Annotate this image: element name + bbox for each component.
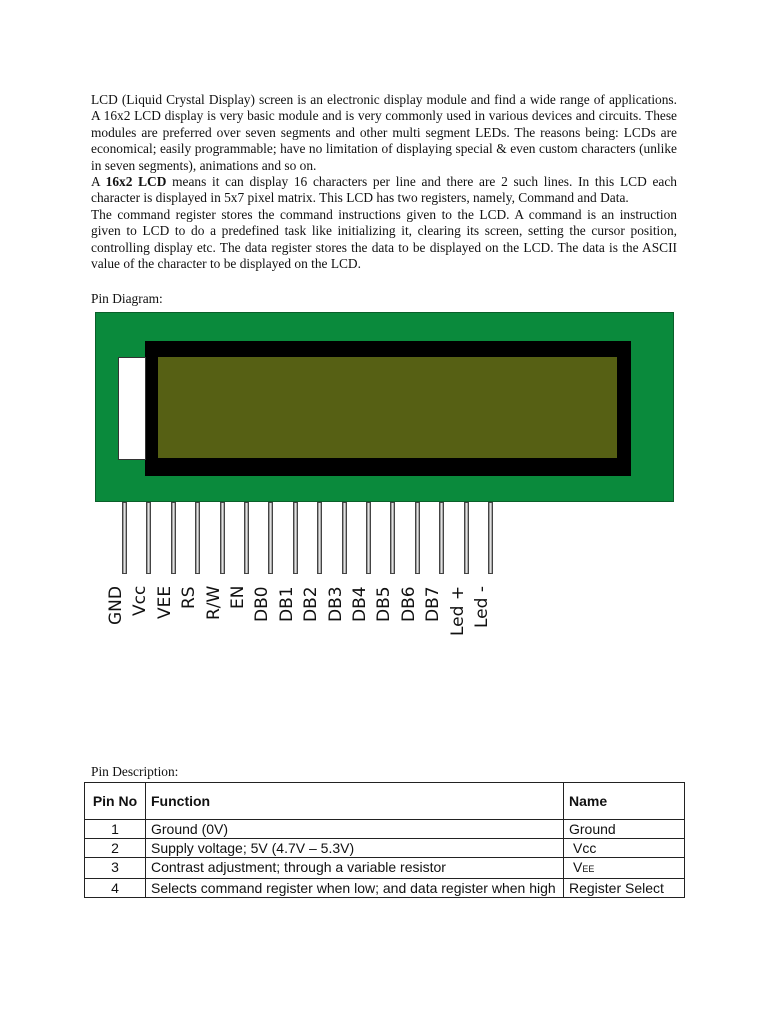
intro-paragraph-2: [91, 174, 677, 207]
header-name: Name: [564, 783, 685, 820]
pin-label-text: RS: [179, 586, 200, 609]
table-row: [85, 858, 685, 879]
intro-paragraph-2-prefix: A: [91, 174, 106, 190]
pin-label: [325, 586, 352, 636]
cell-name-subscript: EE: [582, 864, 595, 874]
header-pin-no: Pin No: [85, 783, 146, 820]
pin-label-text: DB2: [301, 586, 322, 622]
pin-wire: [390, 502, 395, 574]
pin-label: [376, 586, 400, 636]
lcd-screen: [158, 357, 617, 458]
pin-label-text: DB4: [350, 586, 370, 622]
cell-name: Vcc: [564, 839, 685, 858]
pin-description-label: Pin Description:: [91, 764, 179, 779]
pin-label: [425, 586, 449, 636]
cell-function: Contrast adjustment; through a variable resistor: [146, 858, 564, 879]
pin-label-text: DB3: [325, 586, 346, 622]
intro-paragraph-1: LCD (Liquid Crystal Display) screen is an electronic display module and find a wide range of applications. A 16x2 LCD display is very basic module and is very commonly used in various devices and circuits. These modules are preferred over seven segments and other multi segment LEDs. The reasons being: LCDs are economical; easily programmable; have no limitation of displaying special & even custom characters (unlike in seven segments), animations and so on.: [91, 92, 677, 173]
pin-label: [132, 586, 156, 636]
pin-label: [447, 585, 474, 636]
table-row: [85, 820, 685, 839]
pin-label: [352, 586, 376, 636]
pin-label-text: Led -: [472, 586, 492, 628]
pin-wire: [195, 502, 200, 574]
pin-label-text: DB1: [276, 586, 297, 622]
cell-function: Supply voltage; 5V (4.7V – 5.3V): [146, 839, 564, 858]
pin-wire: [146, 502, 151, 574]
pin-wire: [439, 502, 444, 574]
pin-label-text: DB7: [423, 586, 444, 622]
cell-pin-no: 2: [85, 839, 146, 858]
pin-label-text: EN: [228, 585, 248, 609]
pin-label-text: Led +: [447, 585, 468, 636]
pin-wire: [220, 502, 225, 574]
intro-paragraph-3: The command register stores the command instructions given to the LCD. A command is an instruction given to LCD to do a predefined task like initializing it, clearing its screen, setting the cursor position, controlling display etc. The data register stores the data to be displayed on the LCD. The data is the ASCII value of the character to be displayed on the LCD.: [91, 206, 677, 272]
cell-pin-no: 4: [85, 879, 146, 898]
intro-paragraph-2-bold: 16x2 LCD: [105, 174, 167, 190]
pin-label-text: DB5: [374, 586, 395, 622]
pin-wire: [488, 502, 493, 574]
cell-function: Ground (0V): [146, 820, 564, 839]
cell-name: Register Select: [564, 879, 685, 898]
pin-label: [474, 586, 498, 636]
pin-label-text: GND: [106, 586, 126, 625]
pin-label: [398, 586, 425, 636]
pin-label: [254, 586, 278, 636]
pin-wire: [342, 502, 347, 574]
pin-wire: [244, 502, 249, 574]
pin-label: [181, 586, 205, 636]
lcd-connector: [118, 357, 146, 460]
pin-label-text: DB0: [252, 586, 273, 622]
pin-wire: [415, 502, 420, 574]
cell-name: [564, 858, 685, 879]
pin-label: [108, 586, 132, 636]
pin-wire: [171, 502, 176, 574]
table-row: [85, 879, 685, 898]
pin-label: [303, 586, 327, 636]
pin-label-text: R/W: [203, 585, 224, 620]
pin-wire: [122, 502, 127, 574]
pin-wire: [366, 502, 371, 574]
pin-wire: [268, 502, 273, 574]
intro-text: [91, 92, 677, 272]
cell-name-main: V: [573, 859, 583, 875]
pin-label: [154, 585, 181, 636]
cell-function: Selects command register when low; and data register when high: [146, 879, 564, 898]
cell-pin-no: 3: [85, 858, 146, 879]
cell-name: Ground: [564, 820, 685, 839]
table-row: [85, 839, 685, 858]
cell-pin-no: 1: [85, 820, 146, 839]
pin-label-text: DB6: [398, 586, 419, 622]
pin-label: [203, 585, 230, 636]
pin-label-text: Vcc: [130, 585, 151, 616]
pin-label: [276, 586, 303, 636]
pin-wire: [464, 502, 469, 574]
pin-description-table: [84, 782, 685, 898]
pin-label-text: VEE: [154, 585, 175, 619]
table-header-row: [85, 783, 685, 820]
pin-wire: [293, 502, 298, 574]
pin-wire: [317, 502, 322, 574]
intro-paragraph-2-rest: means it can display 16 characters per line and there are 2 such lines. In this LCD each character is displayed in 5x7 pixel matrix. This LCD has two registers, namely, Command and Data.: [91, 174, 677, 206]
pin-diagram-label: Pin Diagram:: [91, 291, 163, 306]
header-function: Function: [146, 783, 564, 820]
pin-label: [230, 586, 254, 636]
